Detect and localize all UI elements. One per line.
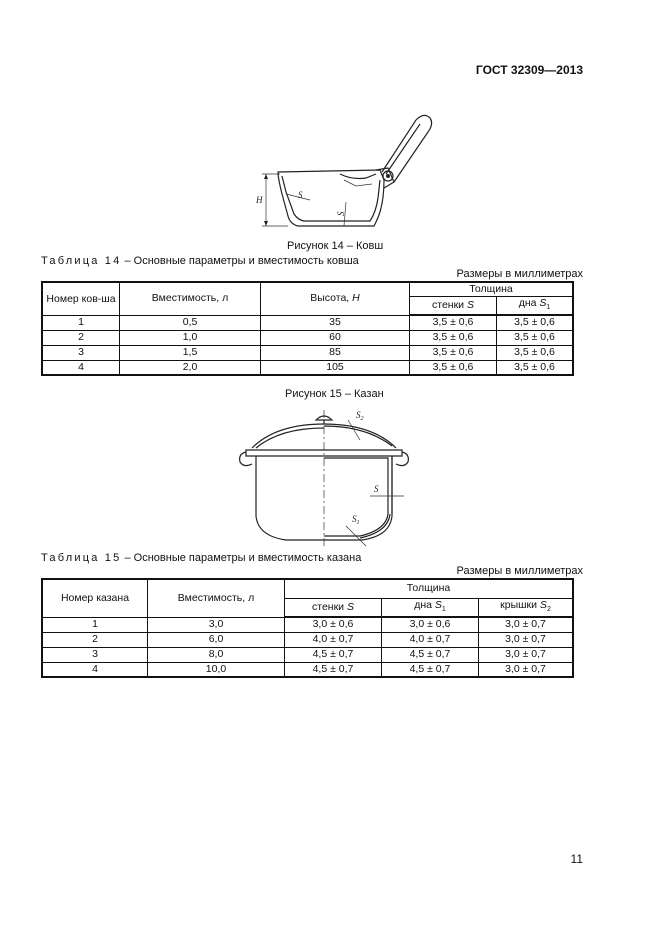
table14-header-thickness: Толщина <box>410 282 574 297</box>
cauldron-drawing <box>236 404 416 552</box>
table15-header-lid: крышки $S_2$ <box>479 598 574 617</box>
table15-header-number: Номер казана <box>42 579 148 617</box>
cauldron-label-s: S <box>374 484 379 494</box>
table15-header-bottom: дна $S_1$ <box>382 598 479 617</box>
cauldron-label-s1: $S_1$ <box>352 514 360 526</box>
table14-title-text: – Основные параметры и вместимость ковша <box>121 255 359 267</box>
table14-units: Размеры в миллиметрах <box>456 268 583 280</box>
cauldron-label-s2: $S_2$ <box>356 410 364 422</box>
table-row: 3 8,0 4,5 ± 0,7 4,5 ± 0,7 3,0 ± 0,7 <box>42 647 573 662</box>
table15-units: Размеры в миллиметрах <box>456 565 583 577</box>
ladle-drawing <box>248 108 438 240</box>
figure14-caption: Рисунок 14 – Ковш <box>287 240 384 252</box>
table15-header-capacity: Вместимость, л <box>148 579 285 617</box>
table15-header-wall: стенки S <box>285 598 382 617</box>
page-number: 11 <box>570 852 583 866</box>
table-row: 2 6,0 4,0 ± 0,7 4,0 ± 0,7 3,0 ± 0,7 <box>42 632 573 647</box>
table14-header-height: Высота, H <box>261 282 410 315</box>
table14-header-capacity: Вместимость, л <box>120 282 261 315</box>
table15-title-text: – Основные параметры и вместимость казана <box>121 552 362 564</box>
table-row: 1 3,0 3,0 ± 0,6 3,0 ± 0,6 3,0 ± 0,7 <box>42 617 573 632</box>
table15-title-prefix: Таблица 15 <box>41 552 122 564</box>
table14-header-wall: стенки S <box>410 297 497 316</box>
ladle-label-s: S <box>298 190 303 200</box>
table-row: 4 2,0 105 3,5 ± 0,6 3,5 ± 0,6 <box>42 360 573 375</box>
table14-title <box>41 255 359 267</box>
table-row: 3 1,5 85 3,5 ± 0,6 3,5 ± 0,6 <box>42 345 573 360</box>
table14-header-bottom: дна $S_1$ <box>497 297 574 316</box>
table14-title-prefix: Таблица 14 <box>41 255 122 267</box>
table15-title <box>41 552 361 564</box>
figure15-caption: Рисунок 15 – Казан <box>285 388 384 400</box>
standard-header: ГОСТ 32309—2013 <box>475 63 583 77</box>
table15 <box>41 578 574 678</box>
table-row: 1 0,5 35 3,5 ± 0,6 3,5 ± 0,6 <box>42 315 573 330</box>
table-row: 2 1,0 60 3,5 ± 0,6 3,5 ± 0,6 <box>42 330 573 345</box>
table-row: 4 10,0 4,5 ± 0,7 4,5 ± 0,7 3,0 ± 0,7 <box>42 662 573 677</box>
table14-header-number: Номер ков-ша <box>42 282 120 315</box>
table15-header-thickness: Толщина <box>285 579 574 598</box>
ladle-label-s1: S <box>336 211 346 216</box>
ladle-label-h: H <box>256 195 263 205</box>
table14 <box>41 281 574 376</box>
